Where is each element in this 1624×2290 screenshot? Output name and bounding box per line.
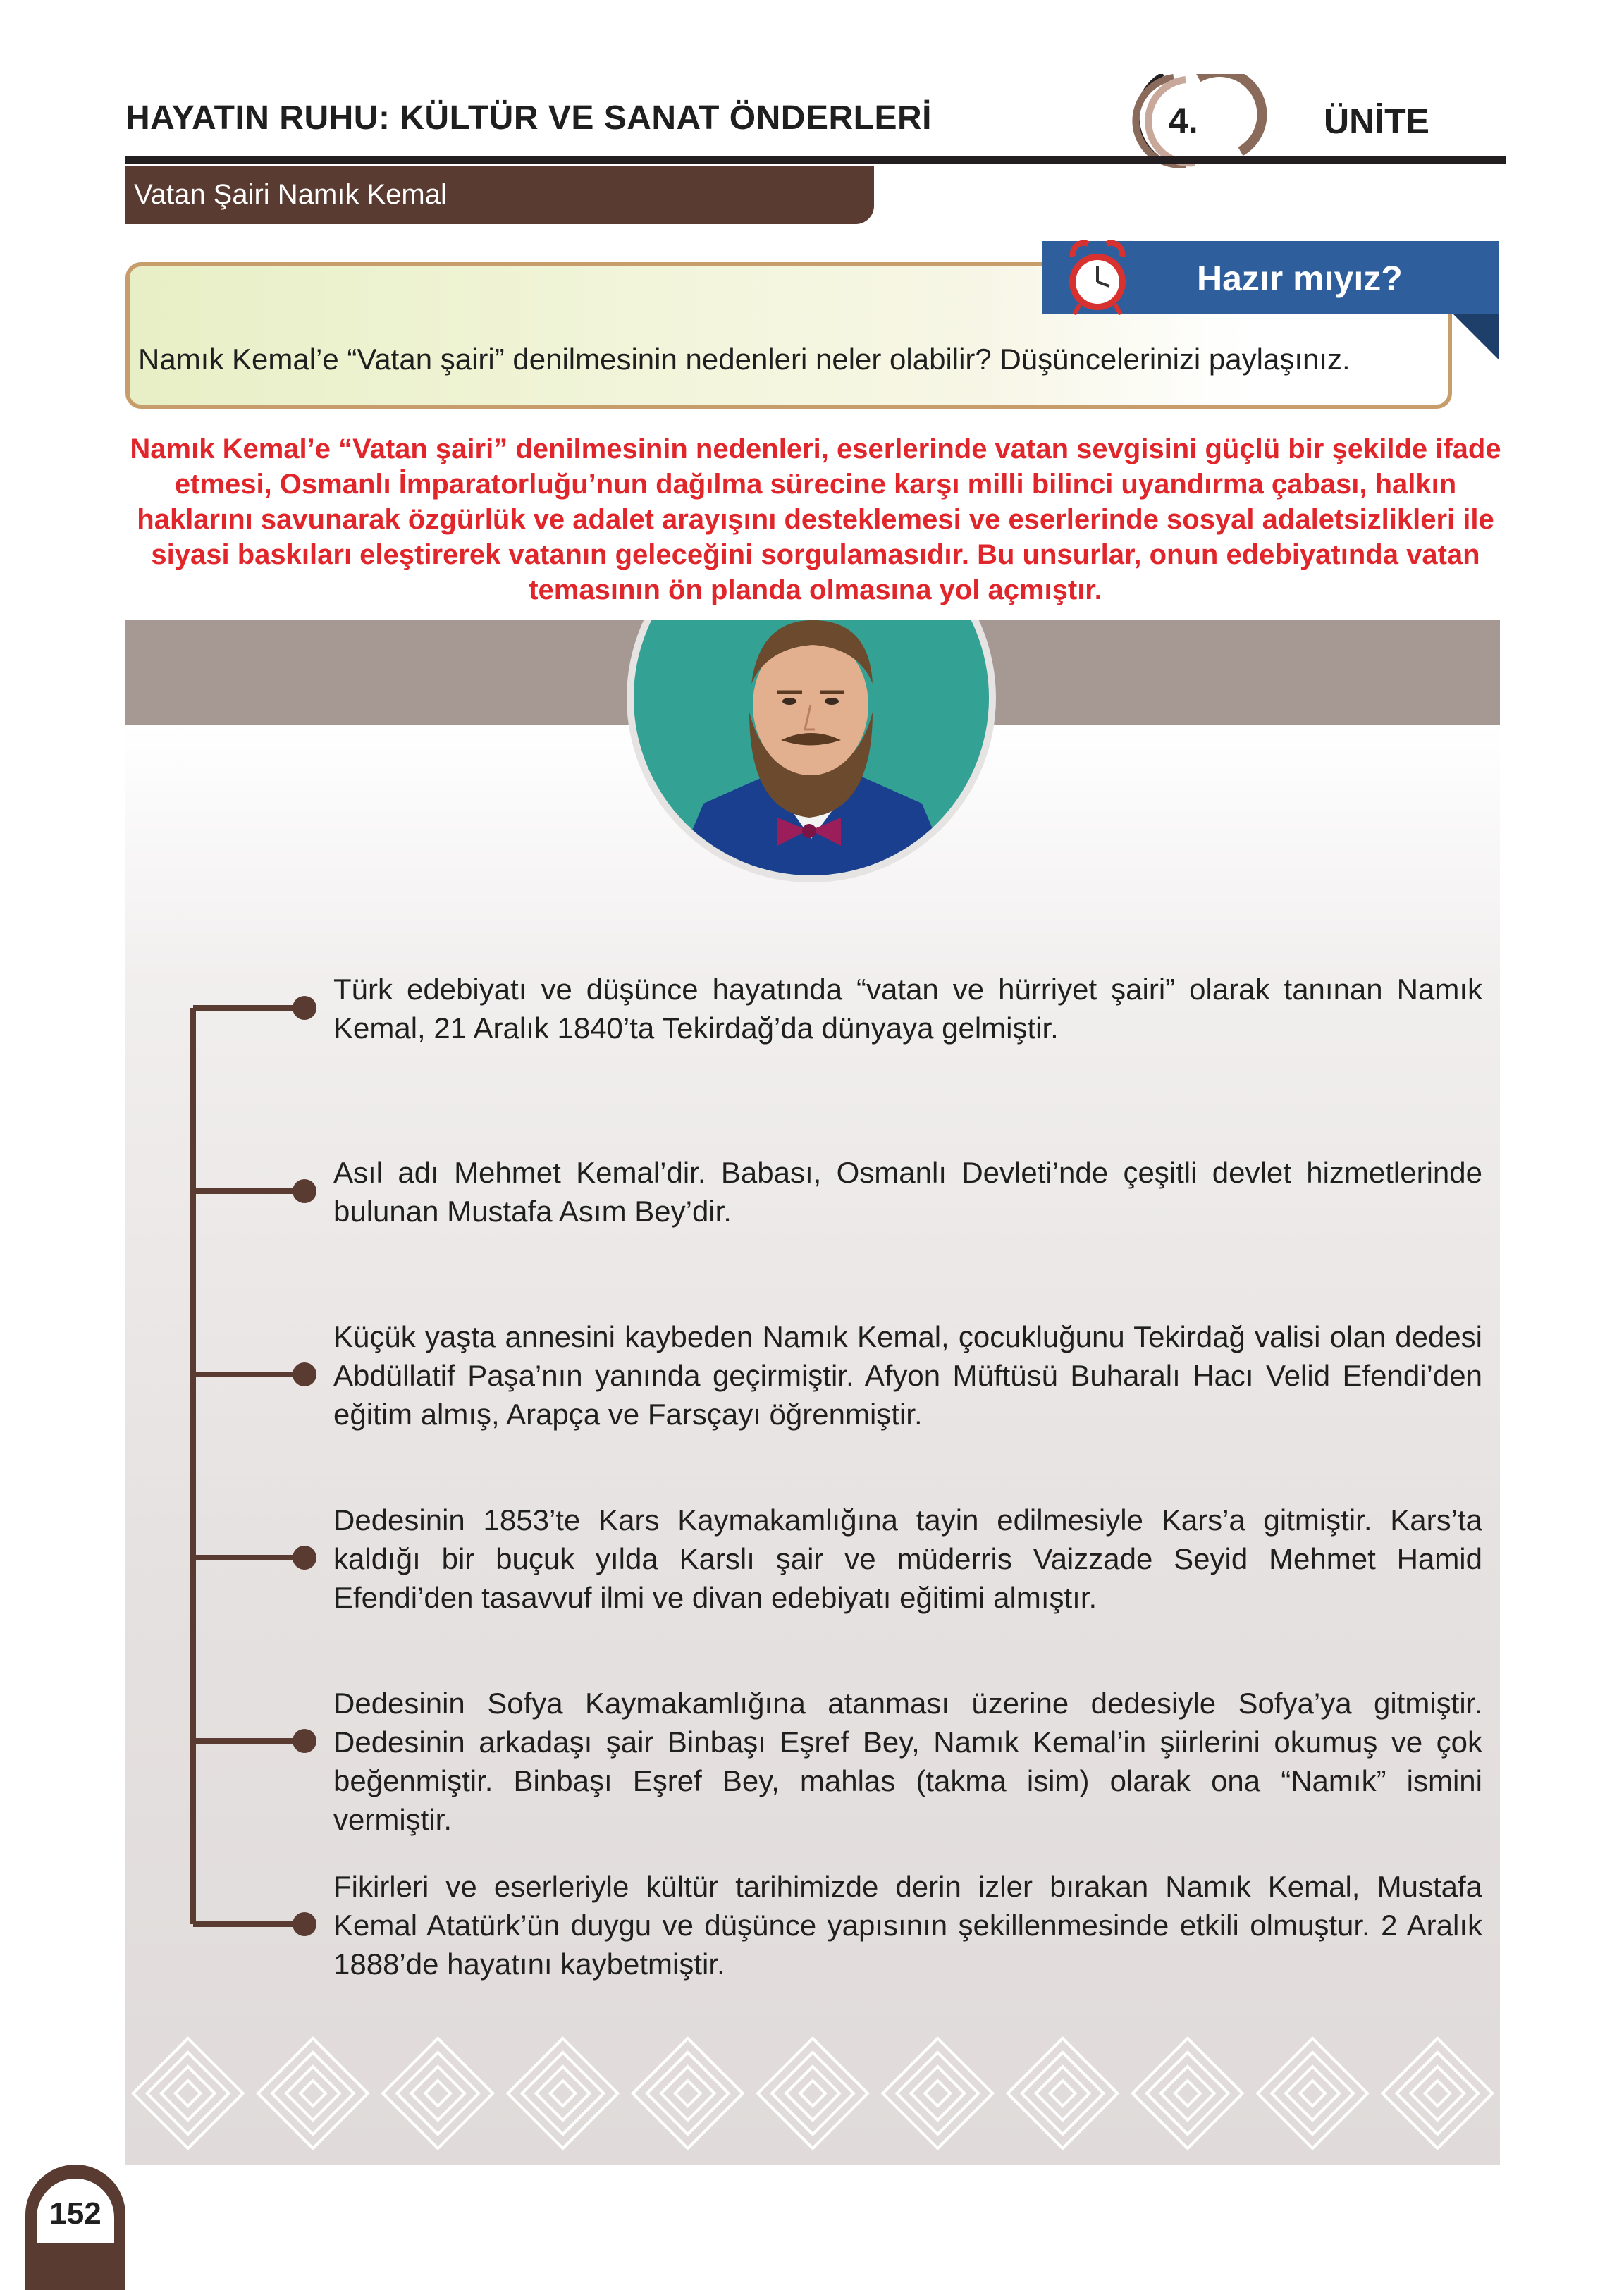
diamond-shape [882,2038,992,2148]
timeline-item: Asıl adı Mehmet Kemal’dir. Babası, Osmanlı Devleti’nde çeşitli devlet hizmetlerinde bulunan Mustafa Asım Bey’dir. [333,1156,1482,1228]
diamond-shape [1036,2067,1090,2120]
diamond-shape [133,2038,243,2148]
diamond-shape [508,2038,617,2148]
diamond-shape [1286,2067,1339,2120]
diamond-shape [675,2081,701,2106]
diamond-shape [536,2067,589,2120]
ready-title: Hazır mıyız? [1197,259,1403,298]
answer-text: Namık Kemal’e “Vatan şairi” denilmesinin nedenleri, eserlerinde vatan sevgisini güçlü bir şekilde ifade etmesi, Osmanlı İmparatorluğu’nun dağılma sürecine karşı milli bilinci uyandırma çabası, halkın haklarını savunarak özgürlük ve adalet arayışını desteklemesi ve eserlerinde sosyal adaletsizlikleri ile siyasi baskıları eleştirerek vatanın geleceğini sorgulamasıdır. Bu unsurlar, onun edebiyatında vatan temasının ön planda olmasına yol açmıştır. [130,433,1501,605]
diamond-shape [550,2081,575,2106]
timeline-item: Küçük yaşta annesini kaybeden Namık Kemal, çocukluğunu Tekirdağ valisi olan dedesi Abdüllatif Paşa’nın yanında geçirmiştir. Afyon Müftüsü Buharalı Hacı Velid Efendi’den eğitim almış, Arapça ve Farsçayı öğrenmiştir. [333,1320,1482,1431]
diamond-shape [1382,2038,1492,2148]
diamond-shape [1175,2081,1200,2106]
topic-label: Vatan Şairi Namık Kemal [134,179,447,210]
timeline-dot [293,1179,316,1203]
diamond-shape [1425,2081,1450,2106]
diamond-shape [800,2081,825,2106]
diamond-border-decoration [125,2030,1500,2157]
diamond-shape [411,2067,465,2120]
diamond-shape [1257,2038,1367,2148]
header-divider [125,156,1506,164]
unit-label: ÜNİTE [1324,101,1429,141]
diamond-shape [911,2067,964,2120]
ready-banner-fold [1453,314,1499,359]
timeline-dot [293,1546,316,1570]
page-number: 152 [49,2196,102,2231]
diamond-shape [383,2038,493,2148]
diamond-shape [925,2081,950,2106]
diamond-shape [425,2081,450,2106]
timeline-dot [293,996,316,1020]
timeline-connector [176,973,331,1945]
diamond-shape [786,2067,839,2120]
diamond-shape [176,2081,201,2106]
diamond-shape [161,2067,215,2120]
diamond-shape [758,2038,868,2148]
diamond-shape [633,2038,743,2148]
timeline-item: Fikirleri ve eserleriyle kültür tarihimizde derin izler bırakan Namık Kemal, Mustafa Kemal Atatürk’ün duygu ve düşünce yapısının şekillenmesinde etkili olmuştur. 2 Aralık 1888’de hayatını kaybetmiştir. [333,1870,1482,1981]
timeline-dot [293,1729,316,1753]
timeline-item: Türk edebiyatı ve düşünce hayatında “vatan ve hürriyet şairi” olarak tanınan Namık Kemal, 21 Aralık 1840’ta Tekirdağ’da dünyaya gelmiştir. [333,973,1482,1045]
diamond-shape [300,2081,326,2106]
diamond-shape [1050,2081,1076,2106]
portrait-image [626,606,997,888]
timeline-item: Dedesinin Sofya Kaymakamlığına atanması üzerine dedesiyle Sofya’ya gitmiştir. Dedesinin arkadaşı şair Binbaşı Eşref Bey, Namık Kemal’in şiirlerini okumuş ve çok beğenmiştir. Binbaşı Eşref Bey, mahlas (takma isim) olarak ona “Namık” ismini vermiştir. [333,1687,1482,1836]
diamond-shape [1410,2067,1464,2120]
timeline-dot [293,1362,316,1386]
page-header-title: HAYATIN RUHU: KÜLTÜR VE SANAT ÖNDERLERİ [125,99,932,137]
diamond-shape [1133,2038,1243,2148]
diamond-shape [286,2067,340,2120]
ready-question-text: Namık Kemal’e “Vatan şairi” denilmesinin nedenleri neler olabilir? Düşüncelerinizi paylaşınız. [138,343,1351,376]
unit-number: 4. [1169,101,1198,140]
diamond-shape [1300,2081,1325,2106]
diamond-shape [258,2038,368,2148]
diamond-shape [1161,2067,1214,2120]
diamond-shape [1008,2038,1118,2148]
timeline-item: Dedesinin 1853’te Kars Kaymakamlığına tayin edilmesiyle Kars’a gitmiştir. Kars’ta kaldığı bir buçuk yılda Karslı şair ve müderris Vaizzade Seyid Mehmet Hamid Efendi’den tasavvuf ilmi ve divan edebiyatı eğitimi almıştır. [333,1503,1482,1614]
diamond-shape [661,2067,715,2120]
alarm-clock-icon [1066,234,1129,319]
timeline-dot [293,1912,316,1936]
